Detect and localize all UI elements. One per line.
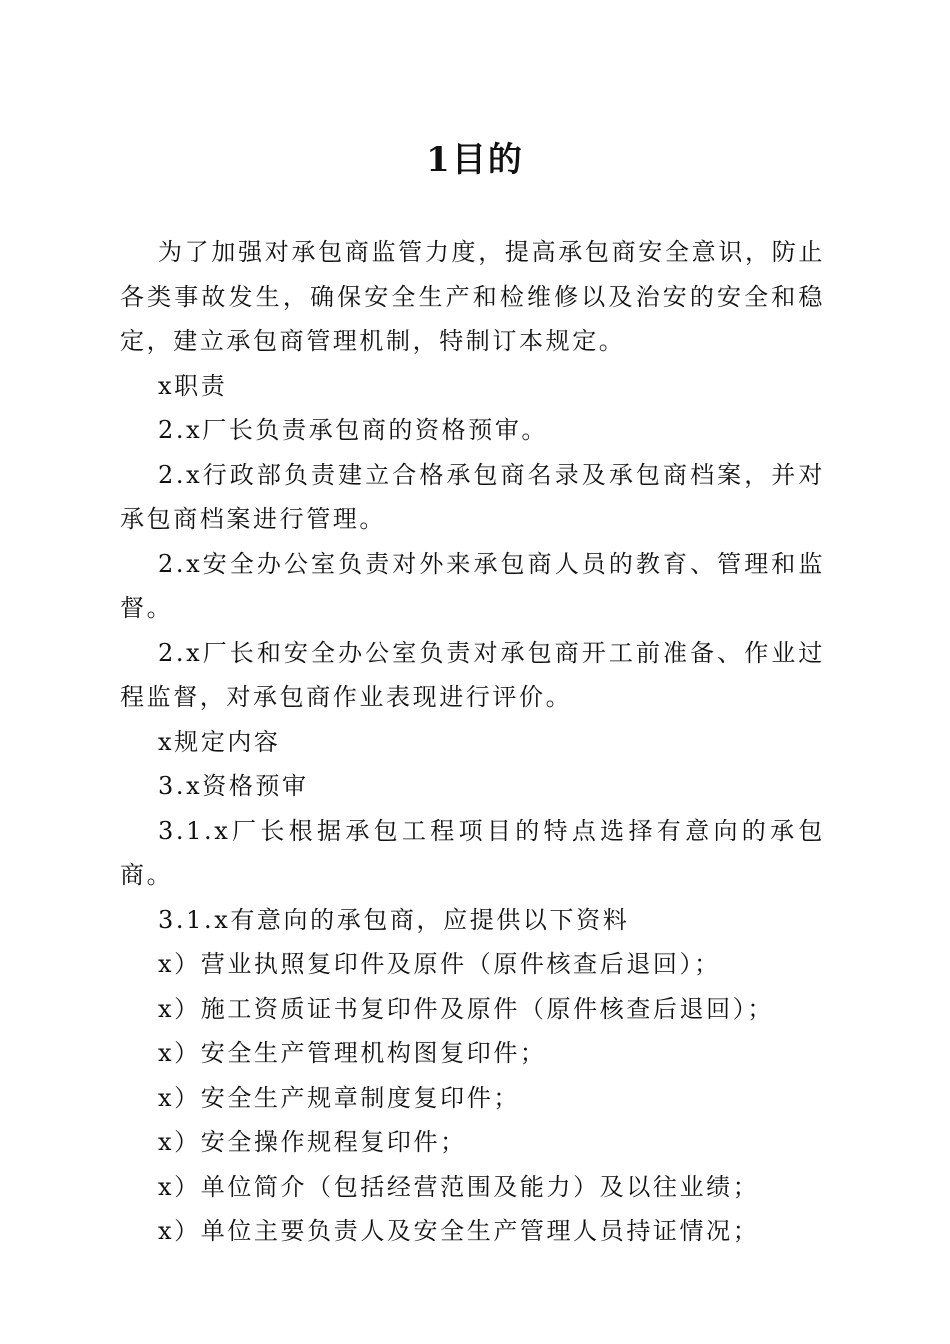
list-item: x）安全操作规程复印件；	[158, 1128, 467, 1156]
paragraph-responsibility-4: 2.x厂长和安全办公室负责对承包商开工前准备、作业过程监督，对承包商作业表现进行评价。	[120, 638, 825, 711]
list-item: x）安全生产规章制度复印件；	[158, 1083, 520, 1112]
page-title: 1目的	[426, 140, 524, 180]
list-item: x）施工资质证书复印件及原件（原件核查后退回）；	[158, 994, 774, 1023]
paragraph-responsibility-1: 2.x厂长负责承包商的资格预审。	[158, 416, 549, 444]
paragraph-prequalification-2: 3.1.x有意向的承包商，应提供以下资料	[158, 905, 630, 934]
paragraph-prequalification-1: 3.1.x厂长根据承包工程项目的特点选择有意向的承包商。	[120, 816, 825, 889]
list-item: x）营业执照复印件及原件（原件核查后退回）；	[158, 950, 721, 978]
list-item: x）安全生产管理机构图复印件；	[158, 1039, 547, 1067]
list-item: x）单位主要负责人及安全生产管理人员持证情况；	[158, 1217, 760, 1245]
paragraph-responsibility-2: 2.x行政部负责建立合格承包商名录及承包商档案，并对承包商档案进行管理。	[120, 460, 825, 533]
document-body	[120, 230, 825, 1254]
section-heading-responsibilities: x职责	[158, 371, 228, 400]
list-item: x）单位简介（包括经营范围及能力）及以往业绩；	[158, 1172, 760, 1201]
paragraph-responsibility-3: 2.x安全办公室负责对外来承包商人员的教育、管理和监督。	[120, 549, 825, 622]
subsection-heading-prequalification: 3.x资格预审	[158, 772, 309, 800]
section-heading-regulations: x规定内容	[158, 727, 281, 756]
paragraph-purpose: 为了加强对承包商监管力度，提高承包商安全意识，防止各类事故发生，确保安全生产和检维修以及治安的安全和稳定，建立承包商管理机制，特制订本规定。	[120, 238, 825, 355]
